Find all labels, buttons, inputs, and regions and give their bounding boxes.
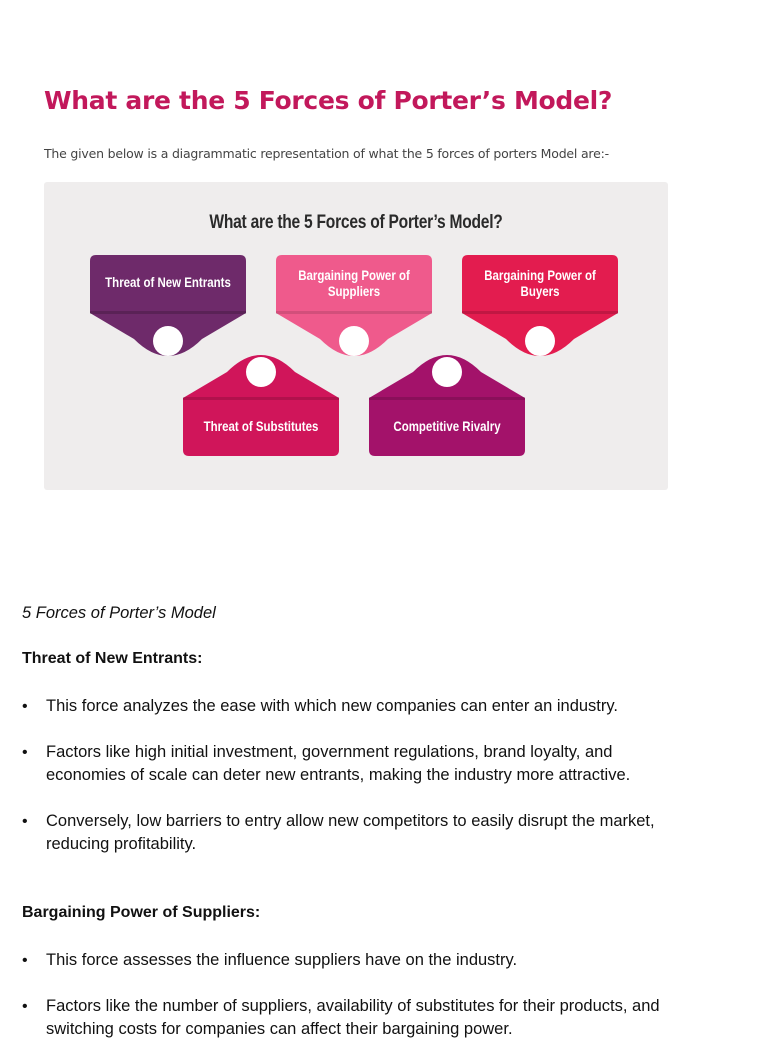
page-title: What are the 5 Forces of Porter’s Model? — [44, 86, 613, 115]
bullet-icon: • — [22, 698, 28, 715]
force-competitive-rivalry — [369, 344, 525, 456]
force-shape — [369, 344, 525, 456]
force-label: Threat of Substitutes — [203, 418, 319, 434]
list-item — [0, 949, 686, 972]
force-label: Competitive Rivalry — [393, 418, 501, 434]
force-marker — [432, 357, 462, 387]
force-marker — [339, 326, 369, 356]
bullet-icon: • — [22, 813, 28, 830]
force-shape — [183, 344, 339, 456]
bullet-icon: • — [22, 952, 28, 969]
porters-forces-diagram — [44, 182, 668, 490]
diagram-title: What are the 5 Forces of Porter’s Model? — [209, 212, 503, 233]
figure-caption: 5 Forces of Porter’s Model — [22, 604, 216, 622]
list-item-text: Factors like high initial investment, government regulations, brand loyalty, and economies of scale can deter new entrants, making the industry more attractive. — [46, 743, 631, 784]
section-heading-suppliers: Bargaining Power of Suppliers: — [22, 904, 261, 921]
bullet-list-suppliers — [0, 949, 686, 1041]
list-item — [0, 741, 686, 787]
force-label: Bargaining Power of Suppliers — [298, 267, 410, 299]
list-item — [0, 995, 686, 1041]
list-item-text: Factors like the number of suppliers, availability of substitutes for their products, and switching costs for companies can affect their bargaining power. — [46, 997, 660, 1038]
force-threat-of-substitutes — [183, 344, 339, 456]
bullet-list-new-entrants — [0, 695, 686, 856]
intro-text: The given below is a diagrammatic representation of what the 5 forces of porters Model are:- — [44, 146, 609, 161]
list-item-text: This force analyzes the ease with which new companies can enter an industry. — [46, 697, 618, 715]
list-item — [0, 810, 686, 856]
bullet-icon: • — [22, 998, 28, 1015]
force-marker — [153, 326, 183, 356]
force-marker — [525, 326, 555, 356]
bullet-icon: • — [22, 744, 28, 761]
force-label: Bargaining Power of Buyers — [484, 267, 596, 299]
section-heading-new-entrants: Threat of New Entrants: — [22, 650, 203, 667]
list-item-text: This force assesses the influence suppliers have on the industry. — [46, 951, 518, 969]
list-item — [0, 695, 686, 718]
force-label: Threat of New Entrants — [105, 274, 231, 290]
force-marker — [246, 357, 276, 387]
list-item-text: Conversely, low barriers to entry allow new competitors to easily disrupt the market, reducing profitability. — [46, 812, 655, 853]
